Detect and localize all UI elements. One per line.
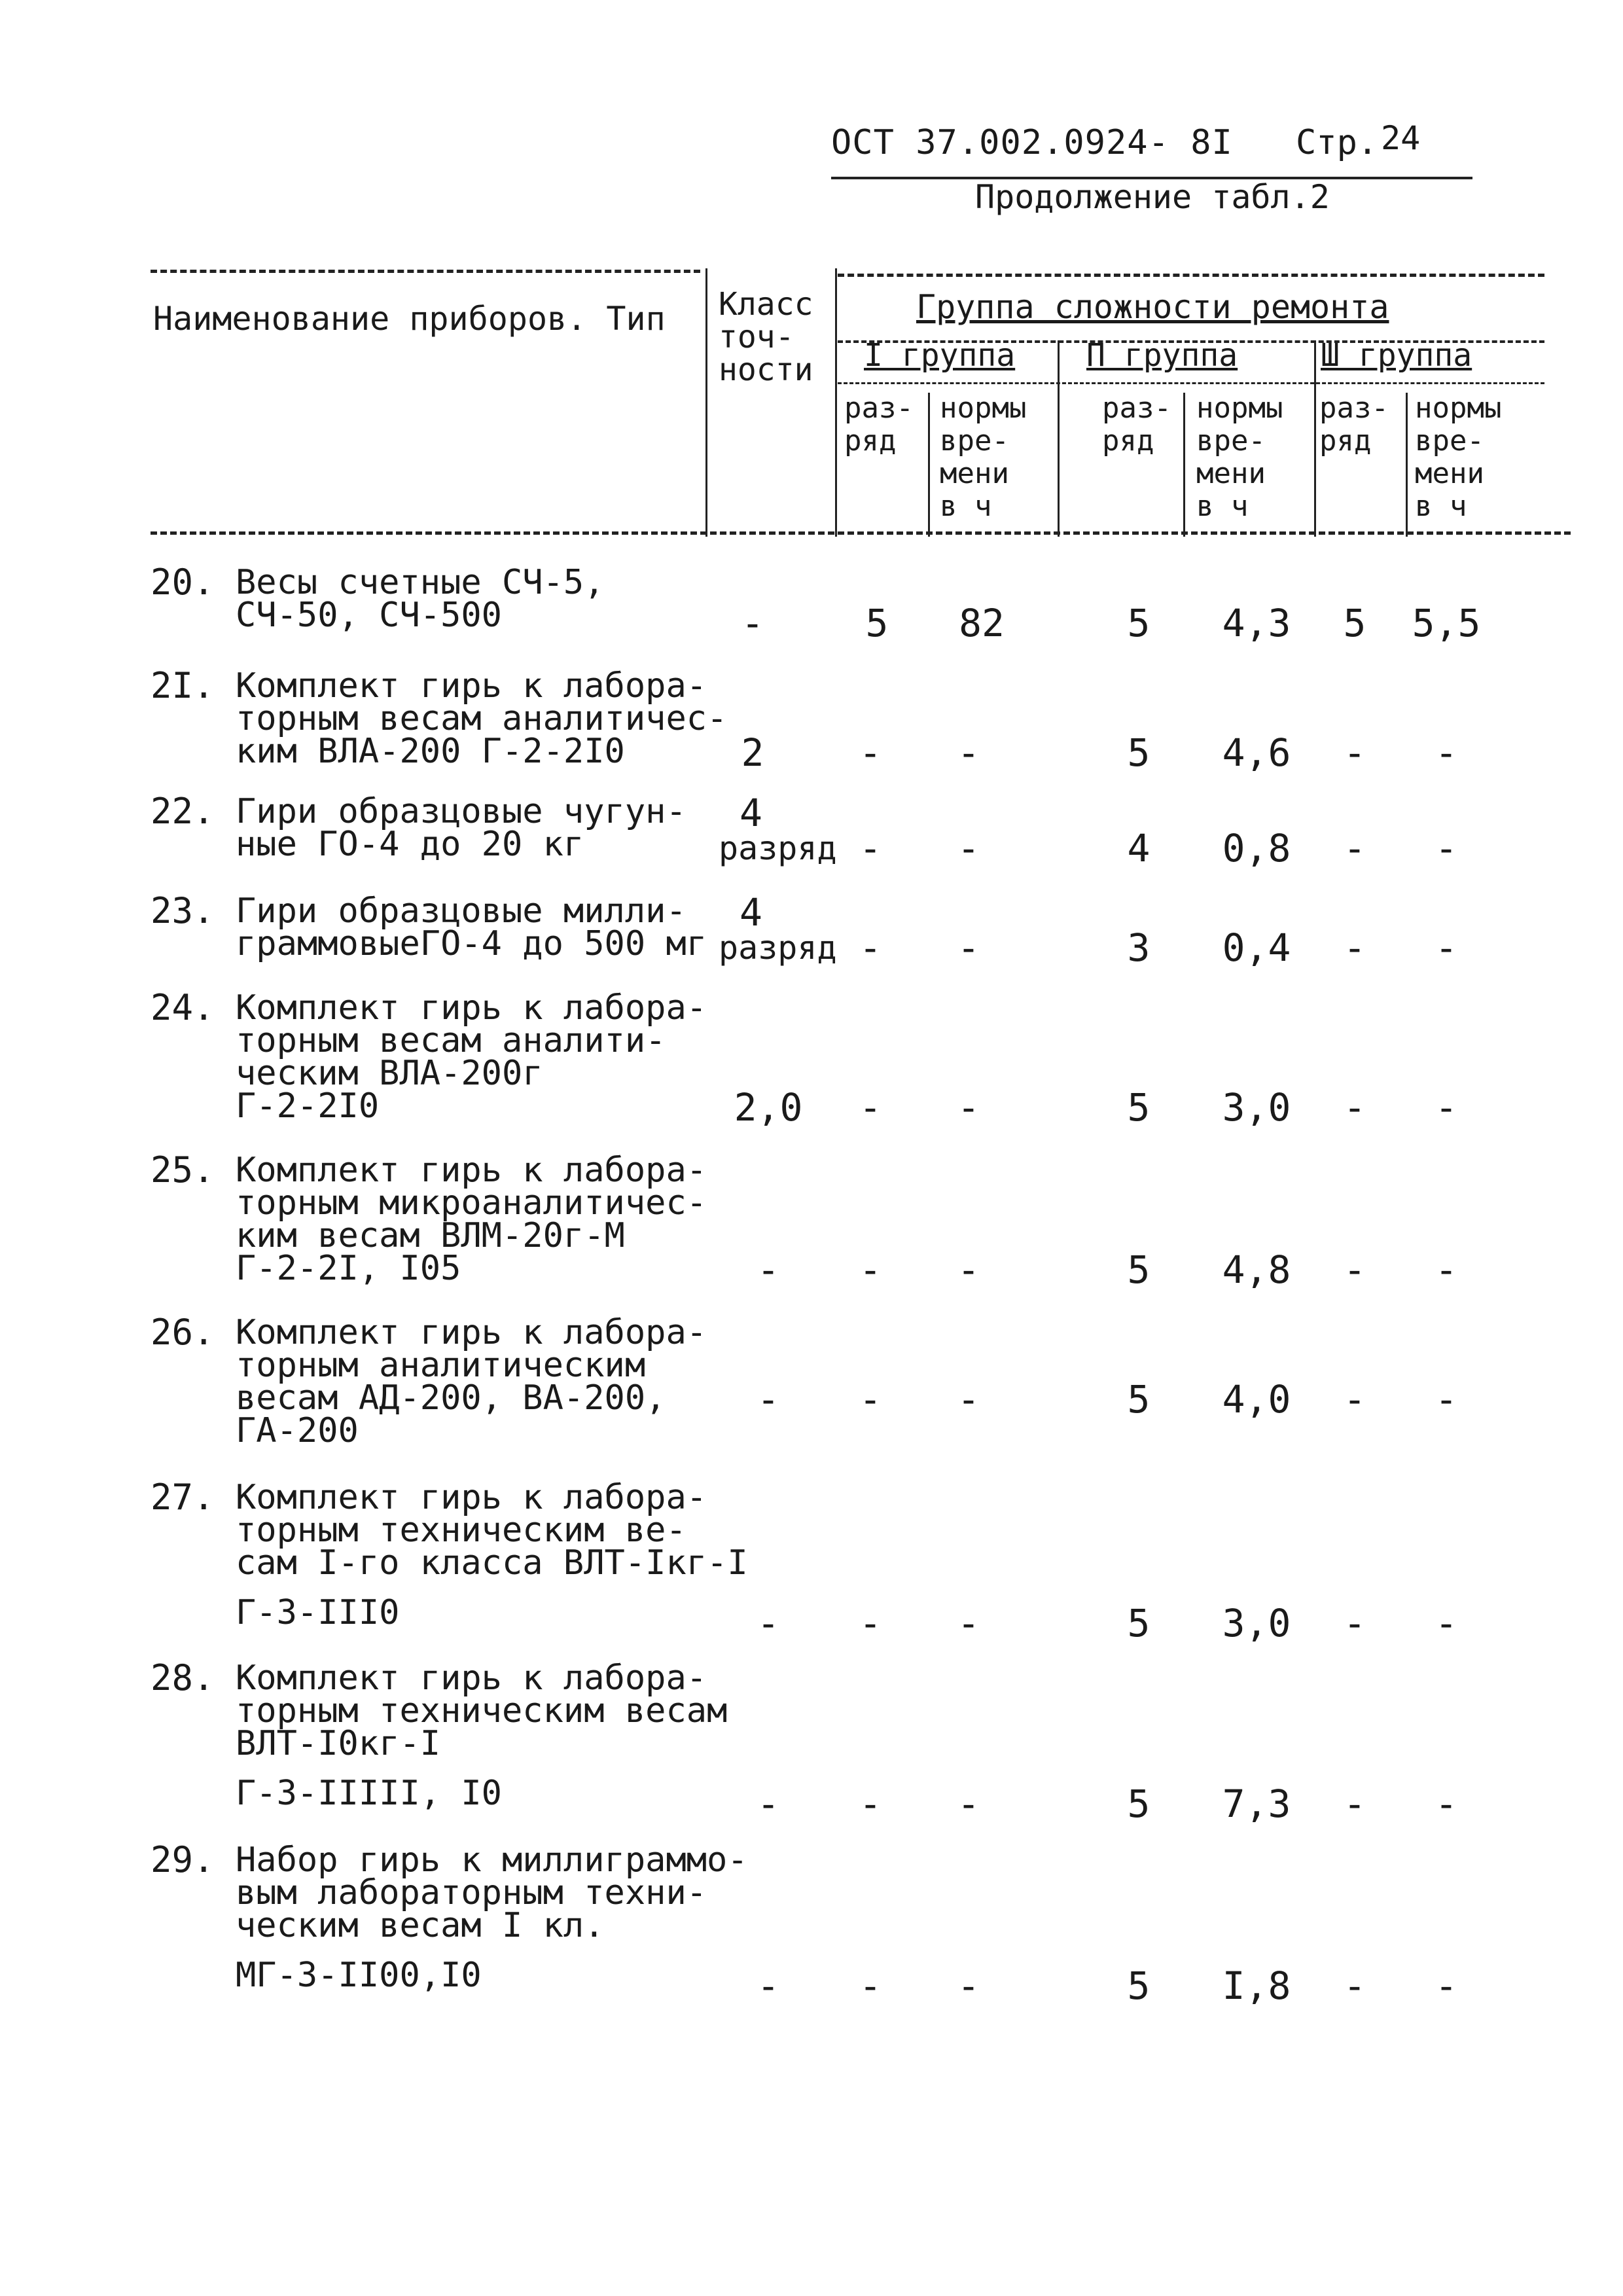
g1-norm-header-4: в ч [940, 490, 992, 523]
g3-rank-value: - [1343, 925, 1366, 970]
g1-norm-value: - [957, 1377, 980, 1422]
g1-norm-header-3: мени [940, 457, 1009, 490]
page-label: Стр. [1296, 123, 1378, 162]
group-title: Группа сложности ремонта [916, 288, 1389, 326]
accuracy-value: - [741, 601, 764, 645]
row-name-line: ким весам ВЛМ-20г-М [236, 1216, 625, 1255]
accuracy-value: - [757, 1247, 780, 1292]
row-name-line: Г-3-IIIII, I0 [236, 1774, 502, 1813]
row-name-line: ким ВЛА-200 Г-2-2I0 [236, 732, 625, 771]
g1-rank-value: - [859, 1247, 882, 1292]
accuracy-value: 4 [740, 890, 762, 935]
g1-rank-value: - [859, 730, 882, 775]
g3-norm-value: - [1435, 1085, 1458, 1130]
g3-norm-header-3: мени [1415, 457, 1484, 490]
g3-rank-value: - [1343, 1085, 1366, 1130]
g3-norm-value: - [1435, 1782, 1458, 1826]
row-name-line: весам АД-200, ВА-200, [236, 1378, 666, 1418]
row-number: 28. [151, 1657, 215, 1698]
g1-norm-header-2: вре- [940, 424, 1009, 457]
g3-rank-value: - [1343, 1601, 1366, 1645]
g3-rank-value: - [1343, 730, 1366, 775]
g3-norm-value: - [1435, 1377, 1458, 1422]
g2-norm-value: 0,4 [1222, 925, 1291, 970]
g2-norm-value: 0,8 [1222, 826, 1291, 870]
row-name-line: ГА-200 [236, 1411, 359, 1450]
row-name-line: торным весам аналити- [236, 1021, 666, 1060]
row-number: 26. [151, 1312, 215, 1353]
row-name-line: Комплект гирь к лабора- [236, 988, 707, 1028]
g3-norm-header-4: в ч [1415, 490, 1467, 523]
row-name-line: торным аналитическим [236, 1346, 646, 1385]
g1-rank-value: 5 [865, 601, 889, 645]
g3-norm-value: - [1435, 730, 1458, 775]
name-column-header: Наименование приборов. Тип [153, 300, 666, 338]
row-name-line: Гири образцовые милли- [236, 891, 687, 931]
group-1-label: I группа [864, 337, 1016, 374]
g2-norm-header-1: нормы [1196, 391, 1283, 425]
column-divider-g2 [1183, 393, 1185, 537]
g2-rank-value: 5 [1127, 730, 1150, 775]
g1-norm-value: - [957, 1964, 980, 2008]
g2-rank-header-2: ряд [1102, 424, 1154, 457]
g2-rank-value: 4 [1127, 826, 1150, 870]
g2-rank-value: 5 [1127, 1247, 1150, 1292]
table-continuation-label: Продолжение табл.2 [975, 178, 1330, 216]
page-number: 24 [1381, 119, 1421, 157]
row-name-line: Набор гирь к миллиграммо- [236, 1840, 748, 1880]
g3-rank-header-2: ряд [1319, 424, 1372, 457]
g1-norm-value: - [957, 925, 980, 970]
g2-rank-value: 3 [1127, 925, 1150, 970]
g1-norm-value: - [957, 730, 980, 775]
row-number: 23. [151, 890, 215, 931]
row-number: 24. [151, 987, 215, 1028]
g2-rank-value: 5 [1127, 1964, 1150, 2008]
g1-rank-value: - [859, 1964, 882, 2008]
group-subtitle-rule [838, 382, 1544, 384]
row-name-line: вым лабораторным техни- [236, 1873, 707, 1912]
g1-norm-value: - [957, 1247, 980, 1292]
g3-norm-header-2: вре- [1415, 424, 1484, 457]
column-divider-g1 [928, 393, 930, 537]
g3-norm-value: - [1435, 1601, 1458, 1645]
column-divider-g1-g2 [1058, 340, 1060, 537]
g1-rank-value: - [859, 1085, 882, 1130]
g1-norm-value: 82 [959, 601, 1005, 645]
g1-rank-value: - [859, 925, 882, 970]
accuracy-value: - [757, 1782, 780, 1826]
row-number: 29. [151, 1839, 215, 1880]
row-name-line: Г-3-III0 [236, 1593, 400, 1632]
g2-rank-header-1: раз- [1102, 391, 1171, 425]
header-top-rule-right [838, 274, 1544, 277]
g3-rank-value: - [1343, 1377, 1366, 1422]
row-name-line: ческим весам I кл. [236, 1906, 605, 1945]
row-name-line: ные ГО-4 до 20 кг [236, 825, 584, 864]
column-divider-g3 [1406, 393, 1408, 537]
g2-rank-value: 5 [1127, 1085, 1150, 1130]
g3-rank-value: - [1343, 1782, 1366, 1826]
row-name-line: СЧ-50, СЧ-500 [236, 596, 502, 635]
group-2-label: П группа [1086, 337, 1238, 374]
g1-norm-value: - [957, 1601, 980, 1645]
accuracy-value: - [757, 1964, 780, 2008]
document-code: ОСТ 37.002.0924- 8I [831, 123, 1233, 162]
accuracy-value: - [757, 1377, 780, 1422]
g2-norm-value: 3,0 [1222, 1085, 1291, 1130]
g1-rank-header-2: ряд [844, 424, 897, 457]
g2-rank-value: 5 [1127, 1377, 1150, 1422]
g2-norm-value: 4,3 [1222, 601, 1291, 645]
g3-rank-value: - [1343, 826, 1366, 870]
row-name-line: ческим ВЛА-200г [236, 1054, 543, 1093]
g2-norm-header-3: мени [1196, 457, 1266, 490]
column-divider-name [705, 268, 707, 537]
g2-norm-header-2: вре- [1196, 424, 1266, 457]
column-divider-g2-g3 [1314, 340, 1316, 537]
g3-norm-value: - [1435, 1964, 1458, 2008]
g2-rank-value: 5 [1127, 1782, 1150, 1826]
header-bottom-rule [151, 531, 1571, 535]
group-3-label: Ш группа [1321, 337, 1472, 374]
g3-norm-value: - [1435, 1247, 1458, 1292]
row-name-line: МГ-3-II00,I0 [236, 1956, 482, 1995]
g1-rank-value: - [859, 1782, 882, 1826]
row-name-line: сам I-го класса ВЛТ-Iкг-I [236, 1543, 748, 1583]
g2-norm-value: 4,6 [1222, 730, 1291, 775]
row-name-line: граммовыеГО-4 до 500 мг [236, 924, 707, 963]
g1-norm-value: - [957, 1085, 980, 1130]
accuracy-value: 4 [740, 791, 762, 835]
g1-norm-header-1: нормы [940, 391, 1027, 425]
row-number: 20. [151, 562, 215, 603]
g1-norm-value: - [957, 826, 980, 870]
g3-rank-value: 5 [1343, 601, 1366, 645]
accuracy-value: 2 [741, 730, 764, 775]
row-number: 22. [151, 791, 215, 832]
g3-rank-value: - [1343, 1247, 1366, 1292]
g2-rank-value: 5 [1127, 1601, 1150, 1645]
g3-norm-value: 5,5 [1412, 601, 1481, 645]
g2-norm-value: 4,0 [1222, 1377, 1291, 1422]
g3-norm-value: - [1435, 826, 1458, 870]
row-name-line: ВЛТ-I0кг-I [236, 1724, 441, 1763]
accuracy-header-line-2: точ- [719, 319, 794, 355]
g2-norm-header-4: в ч [1196, 490, 1249, 523]
g1-rank-value: - [859, 1377, 882, 1422]
g3-norm-header-1: нормы [1415, 391, 1502, 425]
row-name-line: Комплект гирь к лабора- [236, 1313, 707, 1352]
row-name-line: Комплект гирь к лабора- [236, 1478, 707, 1517]
accuracy-value: 2,0 [734, 1085, 803, 1130]
accuracy-header-line-3: ности [719, 351, 813, 388]
g2-norm-value: 3,0 [1222, 1601, 1291, 1645]
row-name-line: торным весам аналитичес- [236, 699, 728, 738]
row-name-line: торным техническим ве- [236, 1511, 687, 1550]
row-name-line: Комплект гирь к лабора- [236, 1659, 707, 1698]
row-name-line: торным техническим весам [236, 1691, 728, 1731]
accuracy-unit: разряд [719, 929, 837, 967]
g2-norm-value: 7,3 [1222, 1782, 1291, 1826]
row-number: 2I. [151, 665, 215, 706]
row-name-line: Комплект гирь к лабора- [236, 666, 707, 706]
g3-rank-value: - [1343, 1964, 1366, 2008]
accuracy-unit: разряд [719, 829, 837, 867]
header-top-rule-left [151, 270, 700, 273]
g1-norm-value: - [957, 1782, 980, 1826]
g2-norm-value: I,8 [1222, 1964, 1291, 2008]
g1-rank-value: - [859, 1601, 882, 1645]
row-name-line: Комплект гирь к лабора- [236, 1151, 707, 1190]
accuracy-value: - [757, 1601, 780, 1645]
row-number: 25. [151, 1149, 215, 1191]
g2-rank-value: 5 [1127, 601, 1150, 645]
g1-rank-header-1: раз- [844, 391, 914, 425]
g3-norm-value: - [1435, 925, 1458, 970]
row-name-line: Г-2-2I, I05 [236, 1249, 461, 1288]
row-name-line: Весы счетные СЧ-5, [236, 563, 605, 602]
g1-rank-value: - [859, 826, 882, 870]
accuracy-header-line-1: Класс [719, 286, 813, 323]
row-name-line: Гири образцовые чугун- [236, 792, 687, 831]
g3-rank-header-1: раз- [1319, 391, 1389, 425]
row-name-line: торным микроаналитичес- [236, 1183, 707, 1223]
g2-norm-value: 4,8 [1222, 1247, 1291, 1292]
row-number: 27. [151, 1477, 215, 1518]
row-name-line: Г-2-2I0 [236, 1086, 380, 1126]
column-divider-accuracy [835, 268, 837, 537]
